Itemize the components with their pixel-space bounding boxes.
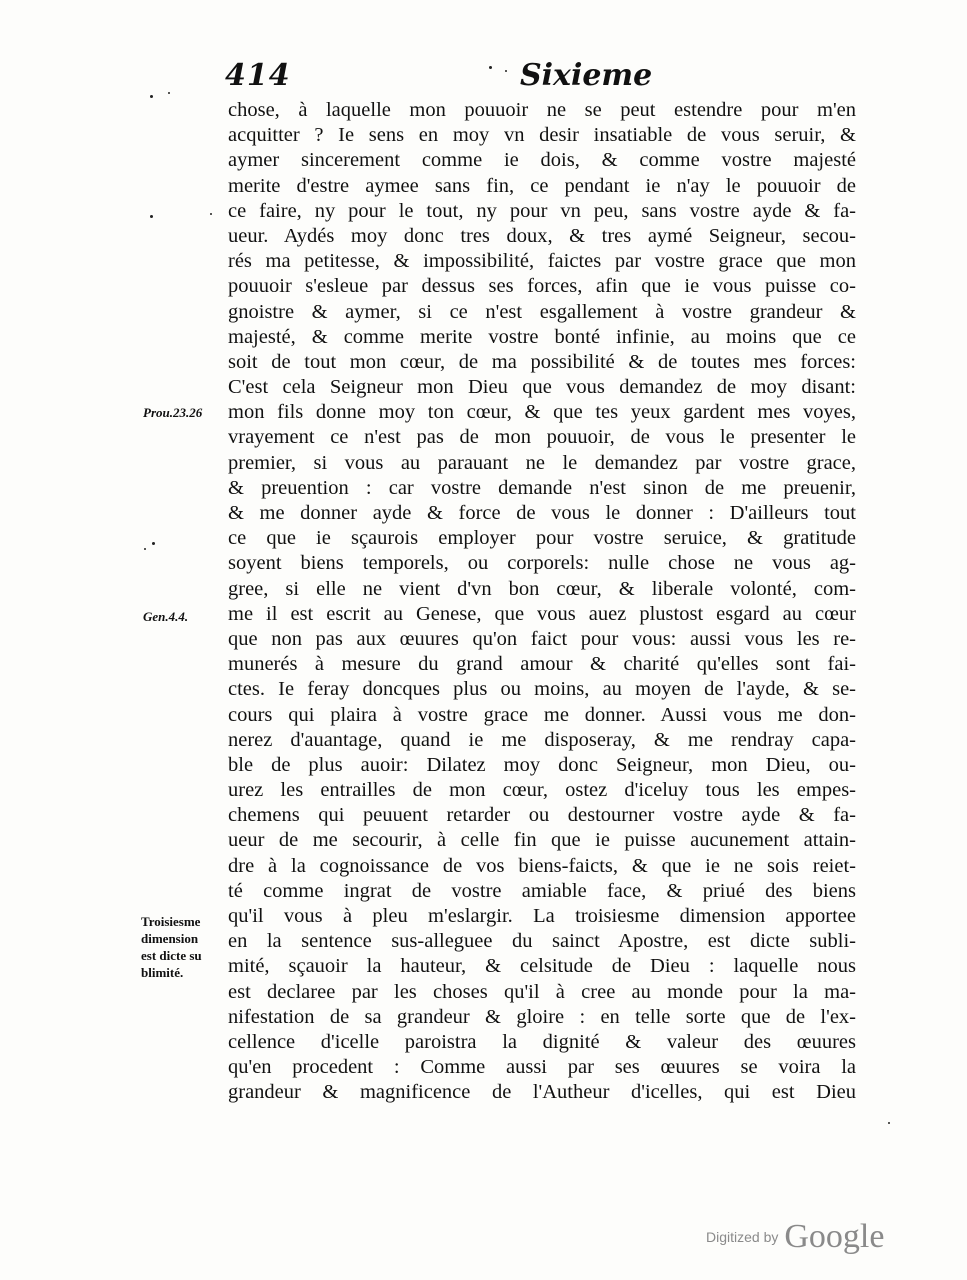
text-line: que non pas aux œuures qu'on faict pour vous: aussi vous les re- — [228, 627, 856, 650]
text-line: nifestation de sa grandeur & gloire : en telle sorte que de l'ex- — [228, 1005, 856, 1028]
scan-speck — [144, 548, 146, 550]
text-line: urez les entrailles de mon cœur, ostez d'iceluy tous les empes- — [228, 779, 856, 802]
scan-speck — [888, 1122, 890, 1124]
scan-speck — [505, 70, 507, 72]
running-title: Sixieme — [520, 58, 653, 93]
text-line: qu'il vous à pleu m'eslargir. La troisiesme dimension apportee — [228, 905, 856, 927]
text-line: me il est escrit au Genese, que vous auez plustost esgard au cœur — [228, 602, 856, 625]
text-line: & preuention : car vostre demande n'est sinon de me preuenir, — [228, 476, 856, 499]
text-line: qu'en procedent : Comme aussi par ses œuures se voira la — [228, 1056, 856, 1079]
page-header — [225, 58, 855, 98]
text-line: ce que ie sçaurois employer pour vostre seruice, & gratitude — [228, 527, 856, 550]
text-line: nerez d'auantage, quand ie me disposeray, & me rendray capa- — [228, 728, 856, 751]
text-line: dre à la cognoissance de vos biens-faicts, & que ie ne sois reiet- — [228, 854, 856, 877]
text-line: mité, sçauoir la hauteur, & celsitude de Dieu : laquelle nous — [228, 955, 856, 978]
text-line: est declaree par les choses qu'il à cree au monde pour la ma- — [228, 980, 856, 1003]
text-line: munerés à mesure du grand amour & charité qu'elles sont fai- — [228, 653, 856, 676]
margin-note-proverbs: Prou.23.26 — [143, 405, 203, 420]
scan-speck — [150, 95, 153, 98]
margin-note-third-dimension — [141, 913, 223, 981]
text-line: acquitter ? Ie sens en moy vn desir insatiable de vous seruir, & — [228, 124, 856, 147]
text-line: chemens qui peuuent retarder ou destourner vostre ayde & fa- — [228, 804, 856, 827]
scan-speck — [150, 215, 153, 218]
digitized-by-google-watermark — [706, 1218, 884, 1258]
margin-note-line: dimension — [141, 931, 199, 946]
text-line: & me donner ayde & force de vous le donner : D'ailleurs tout — [228, 502, 856, 524]
margin-note-genesis: Gen.4.4. — [143, 609, 189, 624]
text-line: chose, à laquelle mon pouuoir ne se peut estendre pour m'en — [228, 99, 856, 121]
text-line: gnoistre & aymer, si ce n'est esgallement à vostre grandeur & — [228, 300, 856, 323]
text-line: rés ma petitesse, & impossibilité, faictes par vostre grace que mon — [228, 250, 856, 273]
text-line: C'est cela Seigneur mon Dieu que vous demandez de moy disant: — [228, 376, 856, 399]
text-line: soit de tout mon cœur, de ma possibilité & de toutes mes forces: — [228, 350, 856, 373]
google-logo: Google — [784, 1218, 885, 1255]
text-line: soyent biens temporels, ou corporels: nulle chose ne vous ag- — [228, 552, 856, 575]
scan-speck — [210, 213, 212, 215]
text-line: ctes. Ie feray doncques plus ou moins, au moyen de l'ayde, & se- — [228, 678, 856, 701]
text-line: majesté, & comme merite vostre bonté infinie, au moins que ce — [228, 325, 856, 348]
text-line: ueur. Aydés moy donc tres doux, & tres aymé Seigneur, secou- — [228, 224, 856, 247]
margin-note-line: Troisiesme — [141, 914, 201, 929]
body-text — [228, 98, 856, 1106]
text-line: té comme ingrat de vostre amiable face, & priué des biens — [228, 879, 856, 902]
text-line: en la sentence sus-alleguee du sainct Apostre, est dicte subli- — [228, 930, 856, 953]
text-line: ce faire, ny pour le tout, ny pour vn peu, sans vostre ayde & fa- — [228, 199, 856, 222]
page-number: 414 — [225, 58, 291, 93]
text-line: premier, si vous au parauant ne le demandez par vostre grace, — [228, 451, 856, 474]
margin-note-line: blimité. — [141, 965, 184, 980]
text-line: cellence d'icelle paroistra la dignité & valeur des œuures — [228, 1030, 856, 1053]
text-line: vrayement ce n'est pas de mon pouuoir, de vous le presenter le — [228, 426, 856, 449]
watermark-prefix: Digitized by — [706, 1229, 779, 1245]
text-line: ueur de me secourir, à celle fin que ie puisse aucunement attain- — [228, 829, 856, 852]
margin-note-line: est dicte su — [141, 948, 202, 963]
text-line: grandeur & magnificence de l'Autheur d'icelles, qui est Dieu — [228, 1081, 856, 1104]
text-line: mon fils donne moy ton cœur, & que tes yeux gardent mes voyes, — [228, 401, 856, 424]
text-line: ble de plus auoir: Dilatez moy donc Seigneur, mon Dieu, ou- — [228, 753, 856, 776]
text-line: gree, si elle ne vient d'vn bon cœur, & liberale volonté, com- — [228, 577, 856, 600]
scan-speck — [152, 542, 155, 545]
scan-speck — [168, 92, 170, 94]
scan-speck — [489, 66, 492, 69]
text-line: aymer sincerement comme ie dois, & comme vostre majesté — [228, 149, 856, 172]
text-line: cours qui plaira à vostre grace me donner. Aussi vous me don- — [228, 703, 856, 726]
text-line: pouuoir s'esleue par dessus ses forces, afin que ie vous puisse co- — [228, 275, 856, 298]
text-line: merite d'estre aymee sans fin, ce pendant ie n'ay le pouuoir de — [228, 174, 856, 197]
